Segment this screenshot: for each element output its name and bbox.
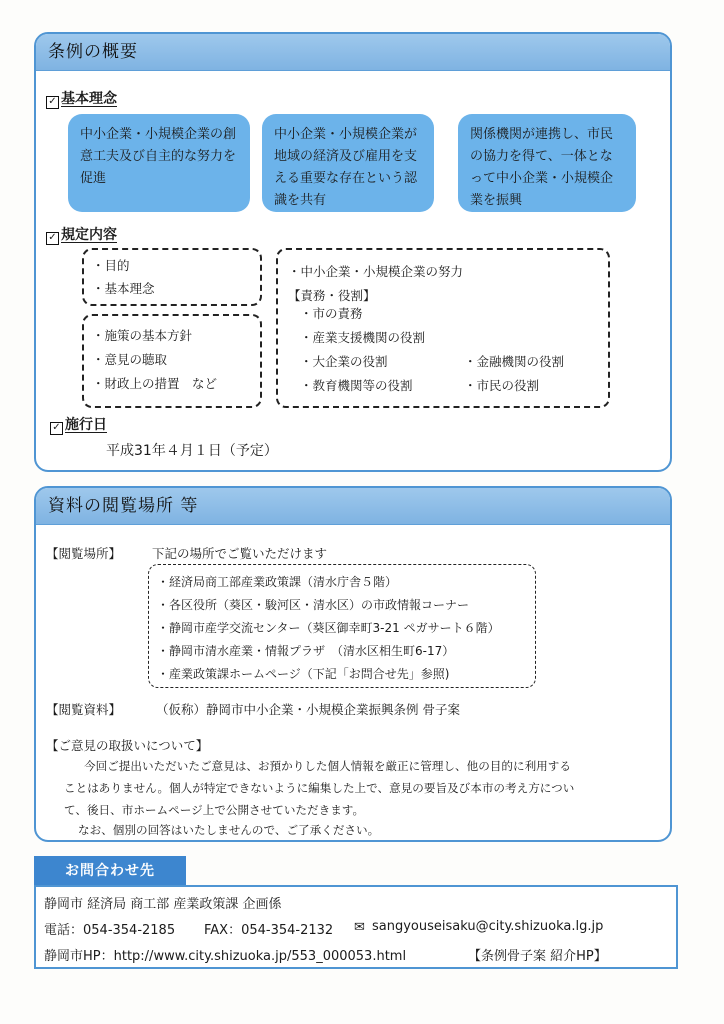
rule-item: ・意見の聴取 [92, 352, 168, 367]
overview-panel [34, 32, 672, 472]
principle-bubble-1: 中小企業・小規模企業の創意工夫及び自主的な努力を促進 [68, 114, 250, 212]
role-item: ・金融機関の役割 [464, 354, 565, 369]
contact-dept: 静岡市 経済局 商工部 産業政策課 企画係 [44, 897, 282, 912]
role-item: ・市の責務 [300, 306, 363, 321]
contact-email[interactable]: sangyouseisaku@city.shizuoka.lg.jp [372, 919, 604, 934]
contact-tag: お問合わせ先 [34, 856, 186, 886]
effective-title [50, 414, 107, 435]
contact-tel: 電話：054-354-2185 [44, 923, 176, 938]
materials-panel [34, 486, 672, 842]
principle-bubble-3: 関係機関が連携し、市民の協力を得て、一体となって中小企業・小規模企業を振興 [458, 114, 636, 212]
roles-subheading: 【責務・役割】 [288, 288, 376, 303]
rule-item: ・中小企業・小規模企業の努力 [288, 264, 464, 279]
place-item: ・各区役所（葵区・駿河区・清水区）の市政情報コーナー [157, 598, 470, 612]
place-item: ・産業政策課ホームページ（下記「お問合せ先」参照) [157, 667, 450, 681]
checkbox-icon: ✓ [46, 232, 59, 245]
place-item: ・静岡市清水産業・情報プラザ （清水区相生町6-17） [157, 644, 455, 658]
role-item: ・大企業の役割 [300, 354, 388, 369]
effective-label: 施行日 [65, 417, 107, 433]
overview-heading: 条例の概要 [36, 34, 670, 71]
role-item: ・産業支援機関の役割 [300, 330, 426, 345]
opinion-line: て、後日、市ホームページ上で公開させていただきます。 [64, 803, 365, 817]
mail-icon: ✉ [354, 920, 365, 935]
basic-principle-title [46, 88, 117, 109]
materials-heading: 資料の閲覧場所 等 [36, 488, 670, 525]
contact-box [34, 885, 678, 969]
place-item: ・経済局商工部産業政策課（清水庁舎５階） [157, 575, 398, 589]
rules-box-policy [82, 314, 262, 408]
rule-item: ・施策の基本方針 [92, 328, 193, 343]
checkbox-icon: ✓ [46, 96, 59, 109]
contact-hp[interactable]: 静岡市HP：http://www.city.shizuoka.jp/553_000053.html [44, 949, 407, 964]
opinion-line: ことはありません。個人が特定できないように編集した上で、意見の要旨及び本市の考え方につい [64, 781, 575, 795]
opinion-title: 【ご意見の取扱いについて】 [46, 738, 209, 753]
place-label: 【閲覧場所】 [46, 546, 122, 561]
opinion-line: なお、個別の回答はいたしませんので、ご了承ください。 [78, 823, 380, 837]
contact-fax: FAX：054-354-2132 [204, 923, 334, 938]
place-item: ・静岡市産学交流センター（葵区御幸町3-21 ペガサート６階） [157, 621, 500, 635]
rule-item: ・財政上の措置 など [92, 376, 218, 391]
rules-box-purpose [82, 248, 262, 306]
doc-label: 【閲覧資料】 [46, 702, 122, 717]
doc-text: （仮称）静岡市中小企業・小規模企業振興条例 骨子案 [156, 702, 460, 717]
effective-date: 平成31年４月１日（予定） [106, 443, 278, 459]
rules-label: 規定内容 [61, 227, 117, 243]
rule-item: ・基本理念 [92, 281, 155, 296]
principle-bubble-2: 中小企業・小規模企業が地域の経済及び雇用を支える重要な存在という認識を共有 [262, 114, 434, 212]
contact-hp-note: 【条例骨子案 紹介HP】 [468, 949, 607, 964]
rule-item: ・目的 [92, 258, 130, 273]
rules-box-roles [276, 248, 610, 408]
checkbox-icon: ✓ [50, 422, 63, 435]
basic-principle-label: 基本理念 [61, 91, 117, 107]
places-box [148, 564, 536, 688]
role-item: ・教育機関等の役割 [300, 378, 413, 393]
rules-title [46, 224, 117, 245]
opinion-line: 今回ご提出いただいたご意見は、お預かりした個人情報を厳正に管理し、他の目的に利用する [84, 759, 571, 773]
place-text: 下記の場所でご覧いただけます [152, 546, 328, 561]
role-item: ・市民の役割 [464, 378, 540, 393]
